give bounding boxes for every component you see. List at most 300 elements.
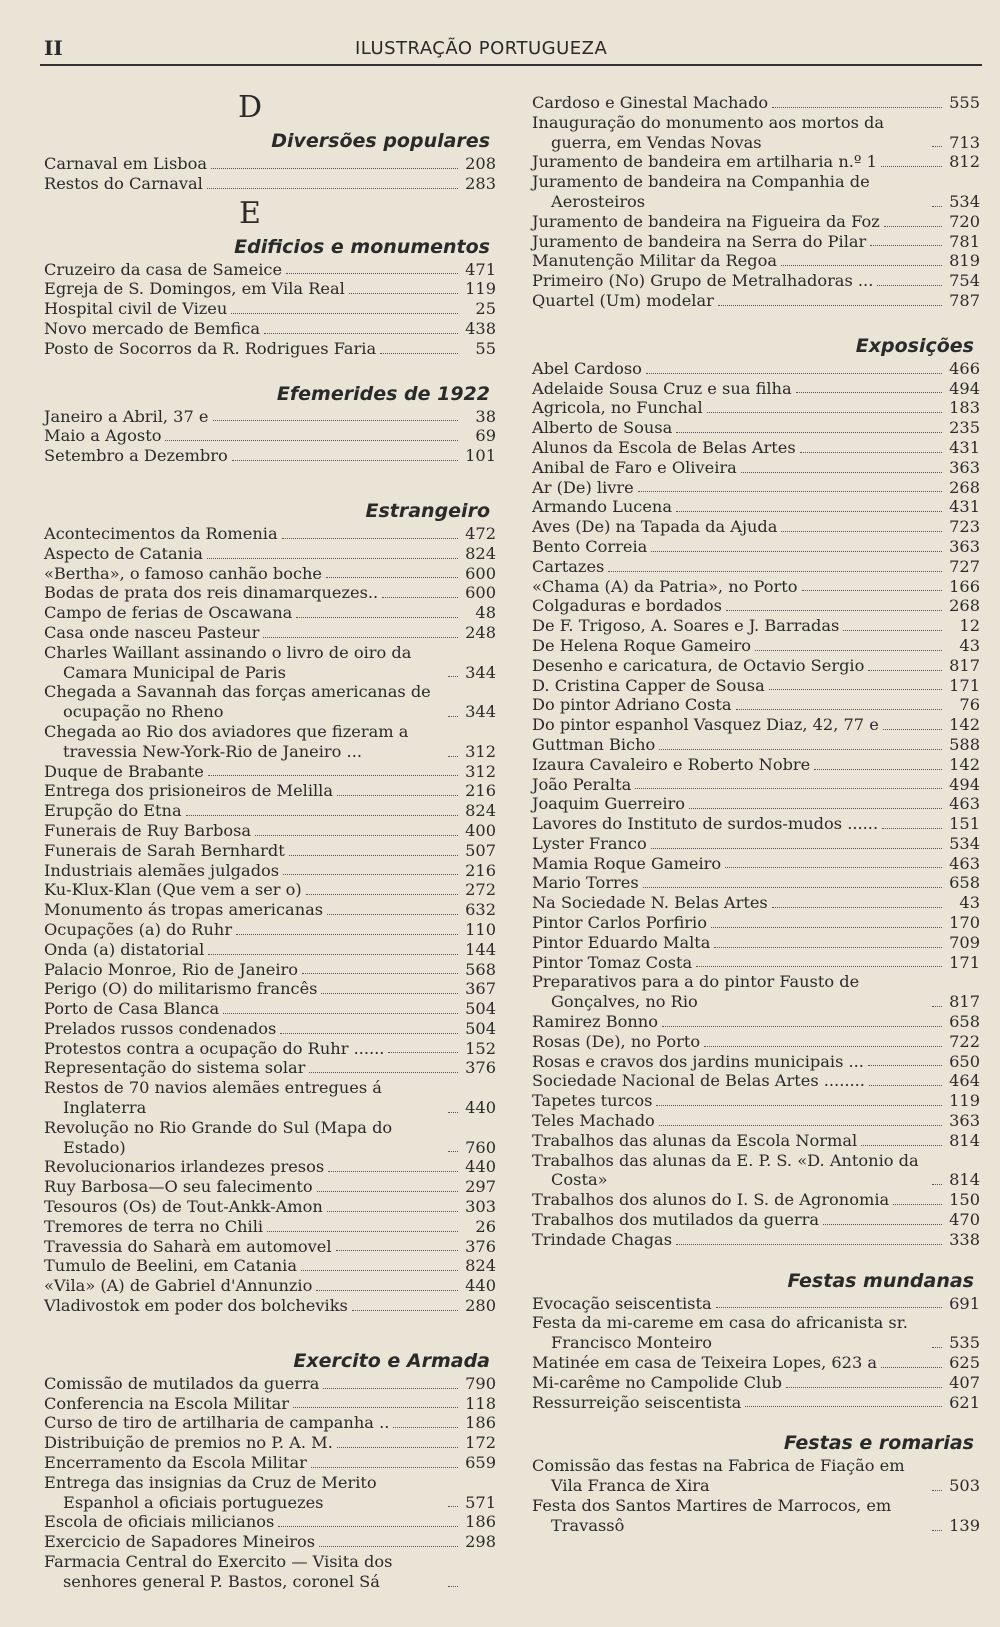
entry-text: Do pintor Adriano Costa xyxy=(532,695,732,715)
entry-text: Do pintor espanhol Vasquez Diaz, 42, 77 e xyxy=(532,715,879,735)
entry-text: Mi-carême no Campolide Club xyxy=(532,1372,782,1392)
index-entry xyxy=(532,577,980,597)
entry-page-number: 470 xyxy=(949,1210,980,1230)
entry-text: Representação do sistema solar xyxy=(44,1058,306,1078)
entry-text: Comissão de mutilados da guerra xyxy=(44,1373,320,1393)
dot-leader xyxy=(814,769,942,770)
index-entry xyxy=(532,596,980,616)
dot-leader xyxy=(448,716,458,717)
index-entry xyxy=(44,1394,496,1414)
dot-leader xyxy=(323,1388,458,1389)
dot-leader xyxy=(165,440,458,441)
index-entry xyxy=(532,814,980,834)
index-entry xyxy=(44,781,496,801)
index-entry xyxy=(44,900,496,920)
index-entry xyxy=(532,93,980,113)
entry-page-number: 338 xyxy=(949,1229,980,1249)
entry-page-number: 760 xyxy=(465,1137,496,1157)
index-entry xyxy=(532,1456,980,1496)
entry-page-number: 26 xyxy=(475,1216,496,1236)
entry-page-number: 588 xyxy=(949,734,980,754)
dot-leader xyxy=(932,1184,942,1185)
index-entry xyxy=(532,735,980,755)
index-entry xyxy=(44,1237,496,1257)
entry-text: Lavores do Instituto de surdos-mudos ...... xyxy=(532,814,879,834)
index-entry xyxy=(532,1393,980,1413)
entry-page-number: 650 xyxy=(949,1051,980,1071)
dot-leader xyxy=(745,1406,942,1407)
dot-leader xyxy=(302,973,458,974)
dot-leader xyxy=(382,597,458,598)
index-entry xyxy=(44,299,496,319)
entry-text: Aves (De) na Tapada da Ajuda xyxy=(532,517,778,537)
entry-page-number: 494 xyxy=(949,774,980,794)
dot-leader xyxy=(755,650,942,651)
entry-text: Abel Cardoso xyxy=(532,358,642,378)
dot-leader xyxy=(207,188,458,189)
entry-text: Campo de ferias de Oscawana xyxy=(44,603,293,623)
entry-page-number: 790 xyxy=(465,1373,496,1393)
entry-text: Travessia do Saharà em automovel xyxy=(44,1236,332,1256)
entry-page-number: 172 xyxy=(465,1433,496,1453)
entry-text: Chegada ao Rio dos aviadores que fizeram a travessia New-York-Rio de Janeiro ... xyxy=(44,721,409,761)
index-entry xyxy=(44,880,496,900)
entry-page-number: 48 xyxy=(475,603,496,623)
index-entry xyxy=(44,1296,496,1316)
dot-leader xyxy=(651,848,942,849)
entry-page-number: 344 xyxy=(465,702,496,722)
entry-text: Onda (a) distatorial xyxy=(44,939,205,959)
index-entry xyxy=(44,1217,496,1237)
dot-leader xyxy=(646,373,942,374)
dot-leader xyxy=(781,531,942,532)
entry-text: Pintor Carlos Porfirio xyxy=(532,913,707,933)
index-entry xyxy=(532,1052,980,1072)
entry-page-number: 119 xyxy=(465,279,496,299)
index-entry xyxy=(532,212,980,232)
dot-leader xyxy=(380,353,458,354)
entry-page-number: 571 xyxy=(465,1492,496,1512)
entry-text: Acontecimentos da Romenia xyxy=(44,523,278,543)
entry-text: Farmacia Central do Exercito — Visita dos senhores general P. Bastos, coronel Sá xyxy=(44,1552,393,1591)
dot-leader xyxy=(869,1085,942,1086)
index-entry xyxy=(44,564,496,584)
index-entry xyxy=(532,152,980,172)
entry-page-number: 824 xyxy=(465,1256,496,1276)
entry-page-number: 659 xyxy=(465,1453,496,1473)
dot-leader xyxy=(208,775,458,776)
entry-text: Exercicio de Sapadores Mineiros xyxy=(44,1532,316,1552)
entry-page-number: 658 xyxy=(949,873,980,893)
page-header xyxy=(40,36,982,62)
entry-text: Ressurreição seiscentista xyxy=(532,1392,742,1412)
entry-text: Ar (De) livre xyxy=(532,477,634,497)
entry-page-number: 12 xyxy=(959,616,980,636)
entry-text: Erupção do Etna xyxy=(44,801,182,821)
dot-leader xyxy=(884,226,942,227)
entry-text: Duque de Brabante xyxy=(44,761,204,781)
index-entry xyxy=(44,1118,496,1158)
entry-page-number: 268 xyxy=(949,477,980,497)
entry-text: Evocação seiscentista xyxy=(532,1293,712,1313)
index-entry xyxy=(44,1413,496,1433)
entry-page-number: 367 xyxy=(465,979,496,999)
dot-leader xyxy=(883,729,942,730)
index-entry xyxy=(532,557,980,577)
entry-text: Distribuição de premios no P. A. M. xyxy=(44,1433,333,1453)
dot-leader xyxy=(280,1033,458,1034)
index-entry xyxy=(532,458,980,478)
entry-page-number: 658 xyxy=(949,1012,980,1032)
entry-text: «Vila» (A) de Gabriel d'Annunzio xyxy=(44,1276,313,1296)
dot-leader xyxy=(278,1526,458,1527)
dot-leader xyxy=(289,855,458,856)
entry-page-number: 363 xyxy=(949,457,980,477)
index-entry xyxy=(44,1512,496,1532)
entry-page-number: 298 xyxy=(465,1532,496,1552)
entry-page-number: 144 xyxy=(465,939,496,959)
section-festas-e-romarias xyxy=(532,1430,980,1535)
index-entry xyxy=(532,291,980,311)
index-entry xyxy=(532,893,980,913)
dot-leader xyxy=(223,1013,458,1014)
index-entry xyxy=(44,682,496,722)
entry-page-number: 534 xyxy=(949,833,980,853)
index-entry xyxy=(532,933,980,953)
entry-text: Juramento de bandeira na Companhia de Aerosteiros xyxy=(532,172,870,211)
dot-leader xyxy=(264,333,458,334)
entry-text: João Peralta xyxy=(532,774,632,794)
index-entry xyxy=(44,999,496,1019)
dot-leader xyxy=(932,1490,942,1491)
entry-page-number: 216 xyxy=(465,860,496,880)
entry-text: Casa onde nasceu Pasteur xyxy=(44,622,260,642)
index-entry xyxy=(44,319,496,339)
entry-page-number: 407 xyxy=(949,1372,980,1392)
entry-text: Prelados russos condenados xyxy=(44,1018,277,1038)
entry-text: Ruy Barbosa—O seu falecimento xyxy=(44,1177,313,1197)
dot-leader xyxy=(932,1006,942,1007)
dot-leader xyxy=(932,1530,942,1531)
entry-page-number: 787 xyxy=(949,290,980,310)
entry-page-number: 38 xyxy=(475,406,496,426)
entry-text: Bento Correia xyxy=(532,536,648,556)
entry-text: Carnaval em Lisboa xyxy=(44,154,208,173)
entry-page-number: 504 xyxy=(465,999,496,1019)
index-entry xyxy=(44,821,496,841)
dot-leader xyxy=(868,1065,942,1066)
dot-leader xyxy=(711,927,942,928)
section-edificios-e-monumentos xyxy=(44,234,496,359)
entry-page-number: 568 xyxy=(465,959,496,979)
index-entry xyxy=(532,1294,980,1314)
entry-text: Teles Machado xyxy=(532,1111,655,1131)
index-entry xyxy=(532,775,980,795)
dot-leader xyxy=(881,166,942,167)
entry-page-number: 186 xyxy=(465,1512,496,1532)
dot-leader xyxy=(236,934,458,935)
entry-page-number: 817 xyxy=(949,992,980,1012)
entry-page-number: 376 xyxy=(465,1236,496,1256)
dot-leader xyxy=(207,558,458,559)
entry-text: Tremores de terra no Chili xyxy=(44,1216,264,1236)
entry-text: Hospital civil de Vizeu xyxy=(44,299,228,319)
entry-text: Curso de tiro de artilharia de campanha .. xyxy=(44,1413,390,1433)
dot-leader xyxy=(696,966,942,967)
entry-text: Egreja de S. Domingos, em Vila Real xyxy=(44,279,345,299)
index-entry xyxy=(532,755,980,775)
index-entry xyxy=(532,113,980,153)
index-entry xyxy=(532,478,980,498)
entry-page-number: 621 xyxy=(949,1392,980,1412)
entry-text: Janeiro a Abril, 37 e xyxy=(44,406,209,426)
entry-text: Alberto de Sousa xyxy=(532,418,673,438)
entry-text: Comissão das festas na Fabrica de Fiação em Vila Franca de Xira xyxy=(532,1456,905,1496)
section-heading: Exposições xyxy=(855,334,974,357)
index-entry xyxy=(44,1256,496,1276)
dot-leader xyxy=(328,1171,458,1172)
entry-text: Joaquim Guerreiro xyxy=(532,794,685,814)
entry-page-number: 431 xyxy=(949,497,980,517)
entry-page-number: 166 xyxy=(949,576,980,596)
entry-page-number: 171 xyxy=(949,675,980,695)
entry-text: Bodas de prata dos reis dinamarquezes.. xyxy=(44,583,379,603)
index-entry xyxy=(532,232,980,252)
entry-page-number: 400 xyxy=(465,820,496,840)
entry-text: Entrega das insignias da Cruz de Merito Espanhol a oficiais portuguezes xyxy=(44,1472,377,1512)
entry-page-number: 722 xyxy=(949,1031,980,1051)
entry-page-number: 139 xyxy=(949,1515,980,1535)
dot-leader xyxy=(263,637,458,638)
dot-leader xyxy=(608,571,942,572)
dot-leader xyxy=(643,887,942,888)
left-column xyxy=(44,88,496,1592)
entry-text: Juramento de bandeira na Figueira da Foz xyxy=(532,211,880,231)
dot-leader xyxy=(388,1052,458,1053)
index-entry xyxy=(532,1210,980,1230)
entry-text: Tumulo de Beelini, em Catania xyxy=(44,1256,297,1276)
index-entry xyxy=(44,762,496,782)
index-entry xyxy=(532,1230,980,1250)
entry-page-number: 720 xyxy=(949,211,980,231)
index-entry xyxy=(532,854,980,874)
section-continued xyxy=(532,93,980,311)
entry-page-number: 248 xyxy=(465,622,496,642)
dot-leader xyxy=(651,551,942,552)
entry-text: Trabalhos das alunas da Escola Normal xyxy=(532,1130,858,1150)
dot-leader xyxy=(714,947,942,948)
index-entry xyxy=(44,446,496,466)
entry-text: Juramento de bandeira na Serra do Pilar xyxy=(532,231,867,251)
entry-page-number: 440 xyxy=(465,1098,496,1118)
dot-leader xyxy=(336,1250,458,1251)
index-entry xyxy=(532,1313,980,1353)
entry-text: Conferencia na Escola Militar xyxy=(44,1393,290,1413)
entry-text: Trabalhos dos mutilados da guerra xyxy=(532,1210,820,1230)
entry-text: Mamia Roque Gameiro xyxy=(532,853,722,873)
entry-text: Guttman Bicho xyxy=(532,734,656,754)
entry-page-number: 216 xyxy=(465,781,496,801)
index-entry xyxy=(532,537,980,557)
dot-leader xyxy=(769,689,942,690)
entry-page-number: 69 xyxy=(475,426,496,446)
index-entry xyxy=(44,1078,496,1118)
index-entry xyxy=(532,913,980,933)
entry-text: Porto de Casa Blanca xyxy=(44,999,220,1019)
entry-page-number: 440 xyxy=(465,1157,496,1177)
entry-page-number: 119 xyxy=(949,1091,980,1111)
entry-page-number: 503 xyxy=(949,1476,980,1496)
entry-text: Desenho e caricatura, de Octavio Sergio xyxy=(532,655,865,675)
dot-leader xyxy=(932,206,942,207)
entry-page-number: 283 xyxy=(465,173,496,193)
entry-page-number: 43 xyxy=(959,893,980,913)
index-entry xyxy=(44,279,496,299)
index-entry xyxy=(44,426,496,446)
entry-text: Festa dos Santos Martires de Marrocos, em Travassô xyxy=(532,1496,892,1535)
index-entry xyxy=(532,636,980,656)
dot-leader xyxy=(448,1586,458,1587)
entry-page-number: 151 xyxy=(949,814,980,834)
entry-page-number: 691 xyxy=(949,1293,980,1313)
entry-page-number: 463 xyxy=(949,794,980,814)
dot-leader xyxy=(282,538,458,539)
index-entry xyxy=(532,1091,980,1111)
dot-leader xyxy=(309,1072,458,1073)
entry-text: Revolução no Rio Grande do Sul (Mapa do Estado) xyxy=(44,1117,393,1157)
entry-page-number: 494 xyxy=(949,378,980,398)
dot-leader xyxy=(208,954,458,955)
dot-leader xyxy=(725,867,942,868)
dot-leader xyxy=(186,815,458,816)
entry-page-number: 110 xyxy=(465,919,496,939)
entry-text: Cardoso e Ginestal Machado xyxy=(532,93,769,112)
entry-text: Novo mercado de Bemfica xyxy=(44,318,261,338)
entry-text: Restos de 70 navios alemães entregues á Inglaterra xyxy=(44,1078,382,1118)
entry-text: Setembro a Dezembro xyxy=(44,446,228,466)
journal-title: ILUSTRAÇÃO PORTUGUEZA xyxy=(355,38,608,59)
index-entry xyxy=(44,603,496,623)
entry-page-number: 472 xyxy=(465,523,496,543)
entry-text: Funerais de Sarah Bernhardt xyxy=(44,840,285,860)
entry-text: Matinée em casa de Teixeira Lopes, 623 a xyxy=(532,1353,878,1373)
entry-page-number: 464 xyxy=(949,1071,980,1091)
entry-page-number: 183 xyxy=(949,398,980,418)
dot-leader xyxy=(659,1125,942,1126)
index-entry xyxy=(532,656,980,676)
index-entry xyxy=(44,861,496,881)
entry-text: Posto de Socorros da R. Rodrigues Faria xyxy=(44,338,377,358)
index-entry xyxy=(532,1012,980,1032)
entry-text: Festa da mi-careme em casa do africanista sr. Francisco Monteiro xyxy=(532,1313,908,1353)
entry-page-number: 272 xyxy=(465,880,496,900)
dot-leader xyxy=(448,1112,458,1113)
dot-leader xyxy=(868,670,942,671)
index-entry xyxy=(532,1131,980,1151)
entry-page-number: 363 xyxy=(949,1111,980,1131)
dot-leader xyxy=(267,1231,458,1232)
entry-text: Protestos contra a ocupação do Ruhr ...... xyxy=(44,1038,385,1058)
dot-leader xyxy=(337,795,458,796)
entry-page-number: 171 xyxy=(949,952,980,972)
entry-text: Pintor Eduardo Malta xyxy=(532,932,711,952)
entry-page-number: 363 xyxy=(949,536,980,556)
dot-leader xyxy=(232,460,458,461)
dot-leader xyxy=(255,835,458,836)
entry-text: Trabalhos das alunas da E. P. S. «D. Antonio da Costa» xyxy=(532,1150,919,1190)
index-entry xyxy=(44,1039,496,1059)
entry-page-number: 312 xyxy=(465,741,496,761)
entry-page-number: 150 xyxy=(949,1190,980,1210)
index-entry xyxy=(44,940,496,960)
index-entry xyxy=(44,339,496,359)
entry-text: Trindade Chagas xyxy=(532,1229,673,1249)
dot-leader xyxy=(707,412,942,413)
entry-page-number: 600 xyxy=(465,563,496,583)
index-entry xyxy=(532,418,980,438)
index-entry xyxy=(44,722,496,762)
section-estrangeiro xyxy=(44,498,496,1316)
entry-page-number: 25 xyxy=(475,299,496,319)
dot-leader xyxy=(676,1244,942,1245)
index-entry xyxy=(532,1190,980,1210)
entry-page-number: 280 xyxy=(465,1296,496,1316)
entry-page-number: 824 xyxy=(465,801,496,821)
index-entry xyxy=(532,834,980,854)
entry-text: Ramirez Bonno xyxy=(532,1012,658,1032)
entry-page-number: 431 xyxy=(949,437,980,457)
entry-page-number: 152 xyxy=(465,1038,496,1058)
dot-leader xyxy=(317,1191,458,1192)
entry-text: Na Sociedade N. Belas Artes xyxy=(532,893,768,913)
index-entry xyxy=(532,1373,980,1393)
index-entry xyxy=(44,1433,496,1453)
dot-leader xyxy=(352,1310,458,1311)
entry-text: Tesouros (Os) de Tout-Ankk-Amon xyxy=(44,1197,323,1217)
entry-text: Sociedade Nacional de Belas Artes ........ xyxy=(532,1071,865,1091)
index-entry xyxy=(44,1532,496,1552)
entry-text: Mario Torres xyxy=(532,873,639,893)
section-heading: Estrangeiro xyxy=(365,499,490,522)
index-entry xyxy=(44,260,496,280)
dot-leader xyxy=(327,914,458,915)
dot-leader xyxy=(781,265,942,266)
index-entry xyxy=(44,1374,496,1394)
entry-text: Colgaduras e bordados xyxy=(532,596,722,616)
entry-page-number: 507 xyxy=(465,840,496,860)
entry-text: Monumento ás tropas americanas xyxy=(44,900,324,920)
entry-text: Izaura Cavaleiro e Roberto Nobre xyxy=(532,754,811,774)
entry-text: Encerramento da Escola Militar xyxy=(44,1453,307,1473)
index-entry xyxy=(44,841,496,861)
index-entry xyxy=(532,1353,980,1373)
entry-page-number: 709 xyxy=(949,932,980,952)
entry-page-number: 376 xyxy=(465,1058,496,1078)
header-rule xyxy=(40,64,982,66)
entry-page-number: 142 xyxy=(949,715,980,735)
entry-page-number: 463 xyxy=(949,853,980,873)
entry-text: Ku-Klux-Klan (Que vem a ser o) xyxy=(44,880,302,900)
index-entry xyxy=(532,616,980,636)
entry-page-number: 812 xyxy=(949,152,980,172)
entry-page-number: 814 xyxy=(949,1170,980,1190)
dot-leader xyxy=(311,1467,458,1468)
dot-leader xyxy=(327,1211,458,1212)
entry-text: Armando Lucena xyxy=(532,497,673,517)
dot-leader xyxy=(662,1026,942,1027)
dot-leader xyxy=(796,392,942,393)
dot-leader xyxy=(716,1307,942,1308)
